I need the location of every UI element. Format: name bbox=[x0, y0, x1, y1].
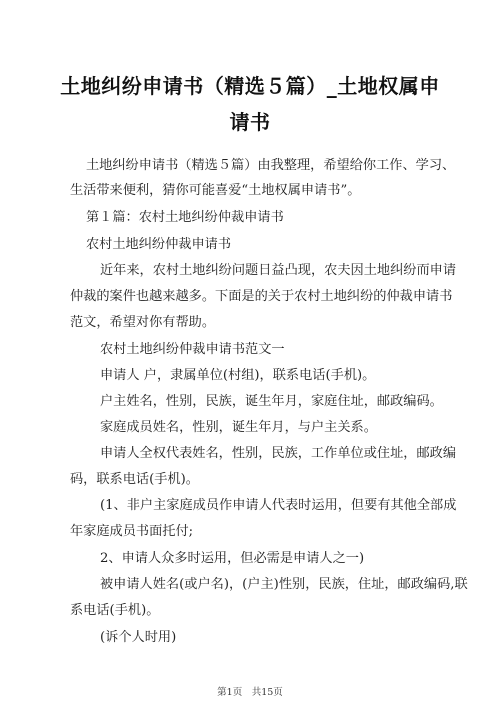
body-line-10: 码，联系电话(手机)。 bbox=[70, 472, 199, 487]
body-line-2: 生活带来便利，猜你可能喜爱“土地权属申请书”。 bbox=[70, 183, 361, 198]
body-line-5: 范文，希望对你有帮助。 bbox=[70, 315, 216, 330]
body-line-7: 户主姓名，性别，民族，诞生年月，家庭住址，邮政编码。 bbox=[100, 394, 443, 409]
body-line-15: 系电话(手机)。 bbox=[70, 603, 160, 618]
body-line-8: 家庭成员姓名，性别，诞生年月，与户主关系。 bbox=[100, 420, 377, 435]
body-line-11: (1、非户主家庭成员作申请人代表时运用，但要有其他全部成 bbox=[100, 498, 457, 513]
body-line-13: 2、申请人众多时运用，但必需是申请人之一) bbox=[100, 551, 365, 566]
section-heading-1: 第１篇：农村土地纠纷仲裁申请书 bbox=[86, 210, 284, 225]
body-line-14: 被申请人姓名(或户名)，(户主)性别，民族，住址，邮政编码,联 bbox=[100, 577, 468, 592]
page-footer: 第1页 共15页 bbox=[217, 687, 283, 698]
body-line-9: 申请人全权代表姓名，性别，民族，工作单位或住址，邮政编 bbox=[100, 446, 457, 461]
body-line-16: (诉个人时用) bbox=[100, 630, 177, 645]
body-line-3: 近年来，农村土地纠纷问题日益凸现，农夫因土地纠纷而申请 bbox=[100, 263, 457, 278]
body-line-6: 申请人 户，隶属单位(村组)，联系电话(手机)。 bbox=[100, 368, 376, 383]
subheading-1: 农村土地纠纷仲裁申请书 bbox=[86, 237, 232, 252]
document-title-line-2: 请书 bbox=[229, 110, 271, 134]
subheading-2: 农村土地纠纷仲裁申请书范文一 bbox=[100, 342, 285, 357]
document-title-line-1: 土地纠纷申请书（精选５篇）_土地权属申 bbox=[60, 74, 440, 98]
body-line-4: 仲裁的案件也越来越多。下面是的关于农村土地纠纷的仲裁申请书 bbox=[70, 289, 453, 304]
body-line-1: 土地纠纷申请书（精选５篇）由我整理，希望给你工作、学习、 bbox=[86, 158, 456, 173]
body-line-12: 年家庭成员书面托付; bbox=[70, 524, 194, 539]
